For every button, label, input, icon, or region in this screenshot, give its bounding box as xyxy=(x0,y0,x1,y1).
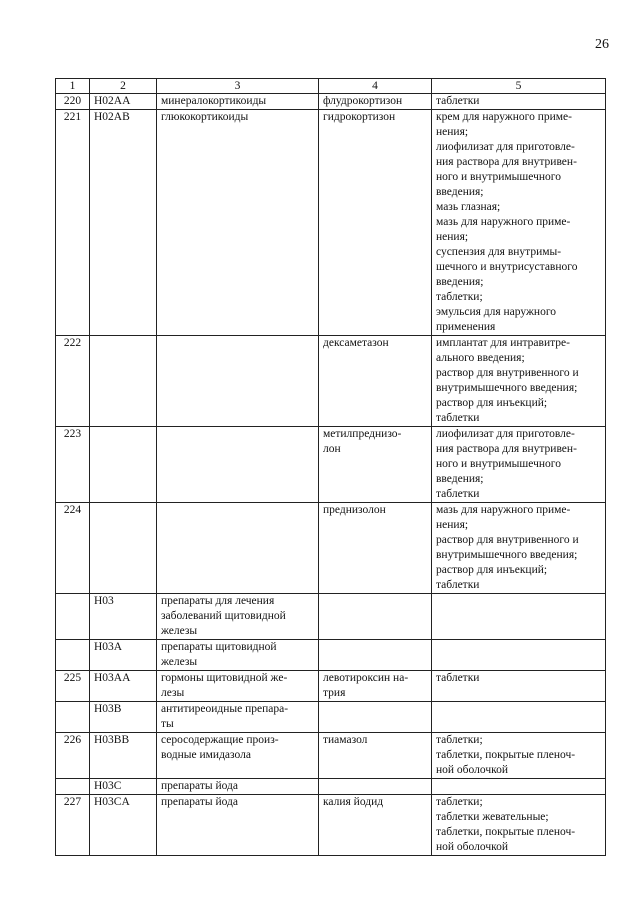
cell-atc-code: H02AB xyxy=(90,110,157,336)
cell-number: 222 xyxy=(56,336,90,427)
table-body xyxy=(56,94,606,856)
drug-table xyxy=(55,78,606,856)
cell-dosage-forms: таблетки xyxy=(432,94,606,110)
table-row xyxy=(56,733,606,779)
cell-drug-name xyxy=(319,640,432,671)
cell-drug-name: калия йодид xyxy=(319,795,432,856)
header-col-2: 2 xyxy=(90,79,157,94)
page-number: 26 xyxy=(595,37,609,52)
cell-number: 220 xyxy=(56,94,90,110)
cell-dosage-forms xyxy=(432,702,606,733)
cell-drug-name xyxy=(319,779,432,795)
header-col-4: 4 xyxy=(319,79,432,94)
cell-drug-name: дексаметазон xyxy=(319,336,432,427)
cell-group xyxy=(157,336,319,427)
cell-number: 224 xyxy=(56,503,90,594)
cell-atc-code: H03C xyxy=(90,779,157,795)
cell-dosage-forms: мазь для наружного приме- нения; раствор для внутривенного и внутримышечного введения; раствор для инъекций; таблетки xyxy=(432,503,606,594)
table-row xyxy=(56,336,606,427)
cell-drug-name: преднизолон xyxy=(319,503,432,594)
cell-number: 226 xyxy=(56,733,90,779)
cell-group xyxy=(157,503,319,594)
cell-atc-code xyxy=(90,336,157,427)
cell-drug-name xyxy=(319,702,432,733)
table-row xyxy=(56,594,606,640)
cell-atc-code xyxy=(90,427,157,503)
cell-drug-name: флудрокортизон xyxy=(319,94,432,110)
cell-dosage-forms xyxy=(432,640,606,671)
table-row xyxy=(56,702,606,733)
cell-group: гормоны щитовидной же- лезы xyxy=(157,671,319,702)
cell-atc-code: H03B xyxy=(90,702,157,733)
cell-atc-code: H03A xyxy=(90,640,157,671)
cell-group: препараты йода xyxy=(157,795,319,856)
cell-drug-name: гидрокортизон xyxy=(319,110,432,336)
cell-number: 221 xyxy=(56,110,90,336)
cell-number: 223 xyxy=(56,427,90,503)
cell-group: серосодержащие произ- водные имидазола xyxy=(157,733,319,779)
cell-group xyxy=(157,427,319,503)
cell-dosage-forms: имплантат для интравитре- ального введения; раствор для внутривенного и внутримышечного введения; раствор для инъекций; таблетки xyxy=(432,336,606,427)
table-row xyxy=(56,427,606,503)
cell-number xyxy=(56,640,90,671)
header-col-3: 3 xyxy=(157,79,319,94)
cell-drug-name: метилпреднизо- лон xyxy=(319,427,432,503)
cell-drug-name xyxy=(319,594,432,640)
table-row xyxy=(56,671,606,702)
header-col-1: 1 xyxy=(56,79,90,94)
cell-group: антитиреоидные препара- ты xyxy=(157,702,319,733)
table-row xyxy=(56,94,606,110)
cell-drug-name: левотироксин на- трия xyxy=(319,671,432,702)
cell-atc-code: H03CA xyxy=(90,795,157,856)
cell-dosage-forms: таблетки xyxy=(432,671,606,702)
cell-number: 225 xyxy=(56,671,90,702)
cell-atc-code: H03BB xyxy=(90,733,157,779)
cell-dosage-forms xyxy=(432,594,606,640)
cell-dosage-forms: таблетки; таблетки, покрытые пленоч- ной оболочкой xyxy=(432,733,606,779)
cell-atc-code: H03AA xyxy=(90,671,157,702)
cell-group: минералокортикоиды xyxy=(157,94,319,110)
cell-number xyxy=(56,702,90,733)
cell-dosage-forms: лиофилизат для приготовле- ния раствора для внутривен- ного и внутримышечного введения; таблетки xyxy=(432,427,606,503)
cell-group: препараты для лечения заболеваний щитовидной железы xyxy=(157,594,319,640)
header-col-5: 5 xyxy=(432,79,606,94)
cell-atc-code: H02AA xyxy=(90,94,157,110)
cell-group: глюкокортикоиды xyxy=(157,110,319,336)
cell-group: препараты щитовидной железы xyxy=(157,640,319,671)
cell-number: 227 xyxy=(56,795,90,856)
cell-number xyxy=(56,594,90,640)
table-row xyxy=(56,779,606,795)
table-row xyxy=(56,110,606,336)
table-header-row xyxy=(56,79,606,94)
table-row xyxy=(56,503,606,594)
cell-drug-name: тиамазол xyxy=(319,733,432,779)
cell-atc-code: H03 xyxy=(90,594,157,640)
cell-atc-code xyxy=(90,503,157,594)
cell-number xyxy=(56,779,90,795)
cell-dosage-forms: крем для наружного приме- нения; лиофилизат для приготовле- ния раствора для внутривен- ного и внутримышечного введения; мазь глазная; мазь для наружного приме- нения; суспензия для внутримы- шечного и внутрисуставного введения; таблетки; эмульсия для наружного применения xyxy=(432,110,606,336)
table-row xyxy=(56,640,606,671)
table-row xyxy=(56,795,606,856)
cell-dosage-forms: таблетки; таблетки жевательные; таблетки, покрытые пленоч- ной оболочкой xyxy=(432,795,606,856)
cell-dosage-forms xyxy=(432,779,606,795)
cell-group: препараты йода xyxy=(157,779,319,795)
